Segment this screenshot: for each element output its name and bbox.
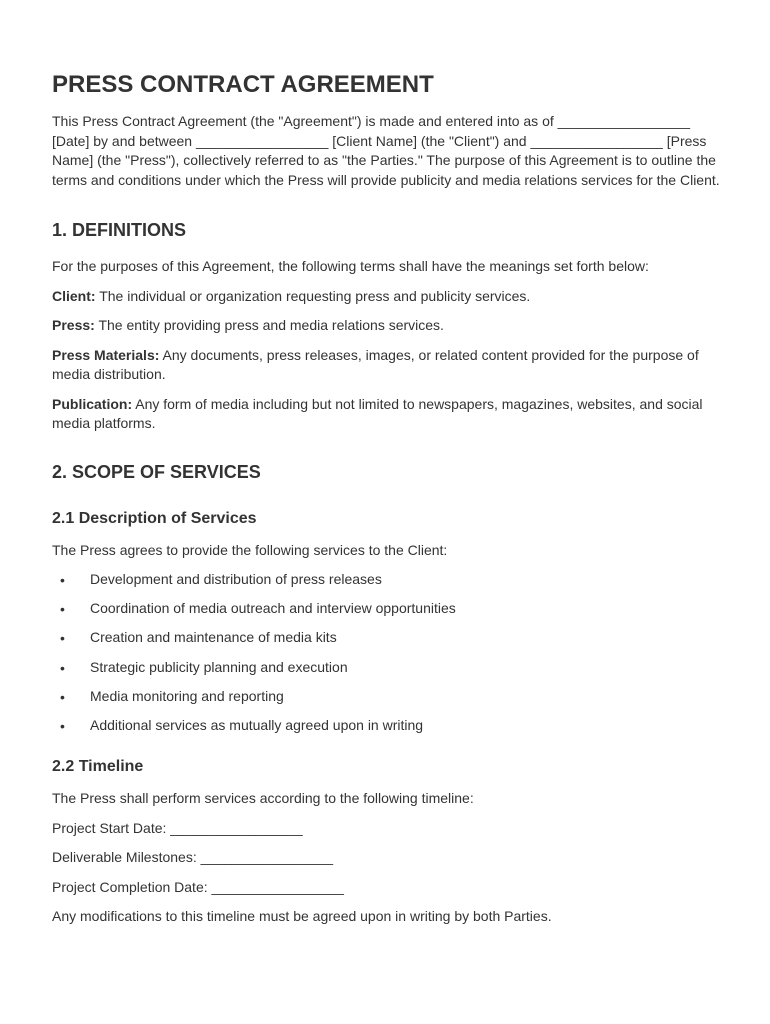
list-item-text: Development and distribution of press releases: [90, 571, 382, 587]
project-start-date: Project Start Date: _________________: [52, 819, 303, 836]
description-heading: 2.1 Description of Services: [52, 509, 257, 527]
list-item: [52, 570, 724, 590]
definition-text: Any documents, press releases, images, or related content provided for the purpose of media distribution.: [52, 346, 699, 382]
list-item-text: Strategic publicity planning and execution: [90, 658, 348, 675]
definition-text: Any form of media including but not limited to newspapers, magazines, websites, and social media platforms.: [52, 395, 703, 431]
definitions-lead: For the purposes of this Agreement, the following terms shall have the meanings set forth below:: [52, 258, 649, 274]
services-lead: The Press agrees to provide the following services to the Client:: [52, 541, 448, 558]
list-item: [52, 716, 724, 736]
bullet-icon: •: [60, 717, 65, 734]
list-item-text: Additional services as mutually agreed upon in writing: [90, 716, 424, 733]
definition-press: [52, 316, 724, 336]
list-item: [52, 658, 724, 678]
list-item: [52, 599, 724, 619]
definition-term: Client:: [52, 287, 96, 304]
definition-text: The individual or organization requesting press and publicity services.: [95, 287, 531, 304]
definition-term: Publication:: [52, 395, 133, 412]
timeline-lead: The Press shall perform services according to the following timeline:: [52, 790, 474, 807]
document-page: [52, 70, 724, 937]
scope-heading: 2. SCOPE OF SERVICES: [52, 461, 261, 482]
list-item: [52, 628, 724, 648]
timeline-modification-note: Any modifications to this timeline must be agreed upon in writing by both Parties.: [52, 908, 552, 925]
list-item-text: Creation and maintenance of media kits: [90, 629, 337, 646]
bullet-icon: •: [60, 659, 65, 676]
project-completion-date: Project Completion Date: _________________: [52, 878, 344, 895]
definition-press-materials: [52, 346, 724, 385]
definitions-heading: 1. DEFINITIONS: [52, 220, 187, 240]
definition-text: The entity providing press and media relations services.: [94, 317, 444, 333]
services-list: [52, 570, 724, 735]
timeline-heading: 2.2 Timeline: [52, 758, 144, 776]
bullet-icon: •: [60, 630, 65, 647]
list-item-text: Media monitoring and reporting: [90, 687, 284, 704]
list-item-text: Coordination of media outreach and interview opportunities: [90, 600, 456, 617]
definition-term: Press Materials:: [52, 346, 160, 363]
intro-paragraph: This Press Contract Agreement (the "Agreement") is made and entered into as of _________________ [Date] by and between _________________ [Client Name] (the "Client") and _________________ [Press Name] (the "Press"), collectively referred to as "the Parties." The purpose of this Agreement is to outline the terms and conditions under which the Press will provide publicity and media relations services for the Client.: [52, 113, 720, 188]
definition-publication: [52, 395, 724, 434]
bullet-icon: •: [60, 572, 65, 588]
definition-term: Press:: [52, 317, 95, 333]
definition-client: [52, 287, 724, 307]
list-item: [52, 687, 724, 707]
bullet-icon: •: [60, 601, 65, 618]
deliverable-milestones: Deliverable Milestones: _________________: [52, 849, 333, 866]
document-title: PRESS CONTRACT AGREEMENT: [52, 71, 434, 98]
bullet-icon: •: [60, 688, 65, 705]
